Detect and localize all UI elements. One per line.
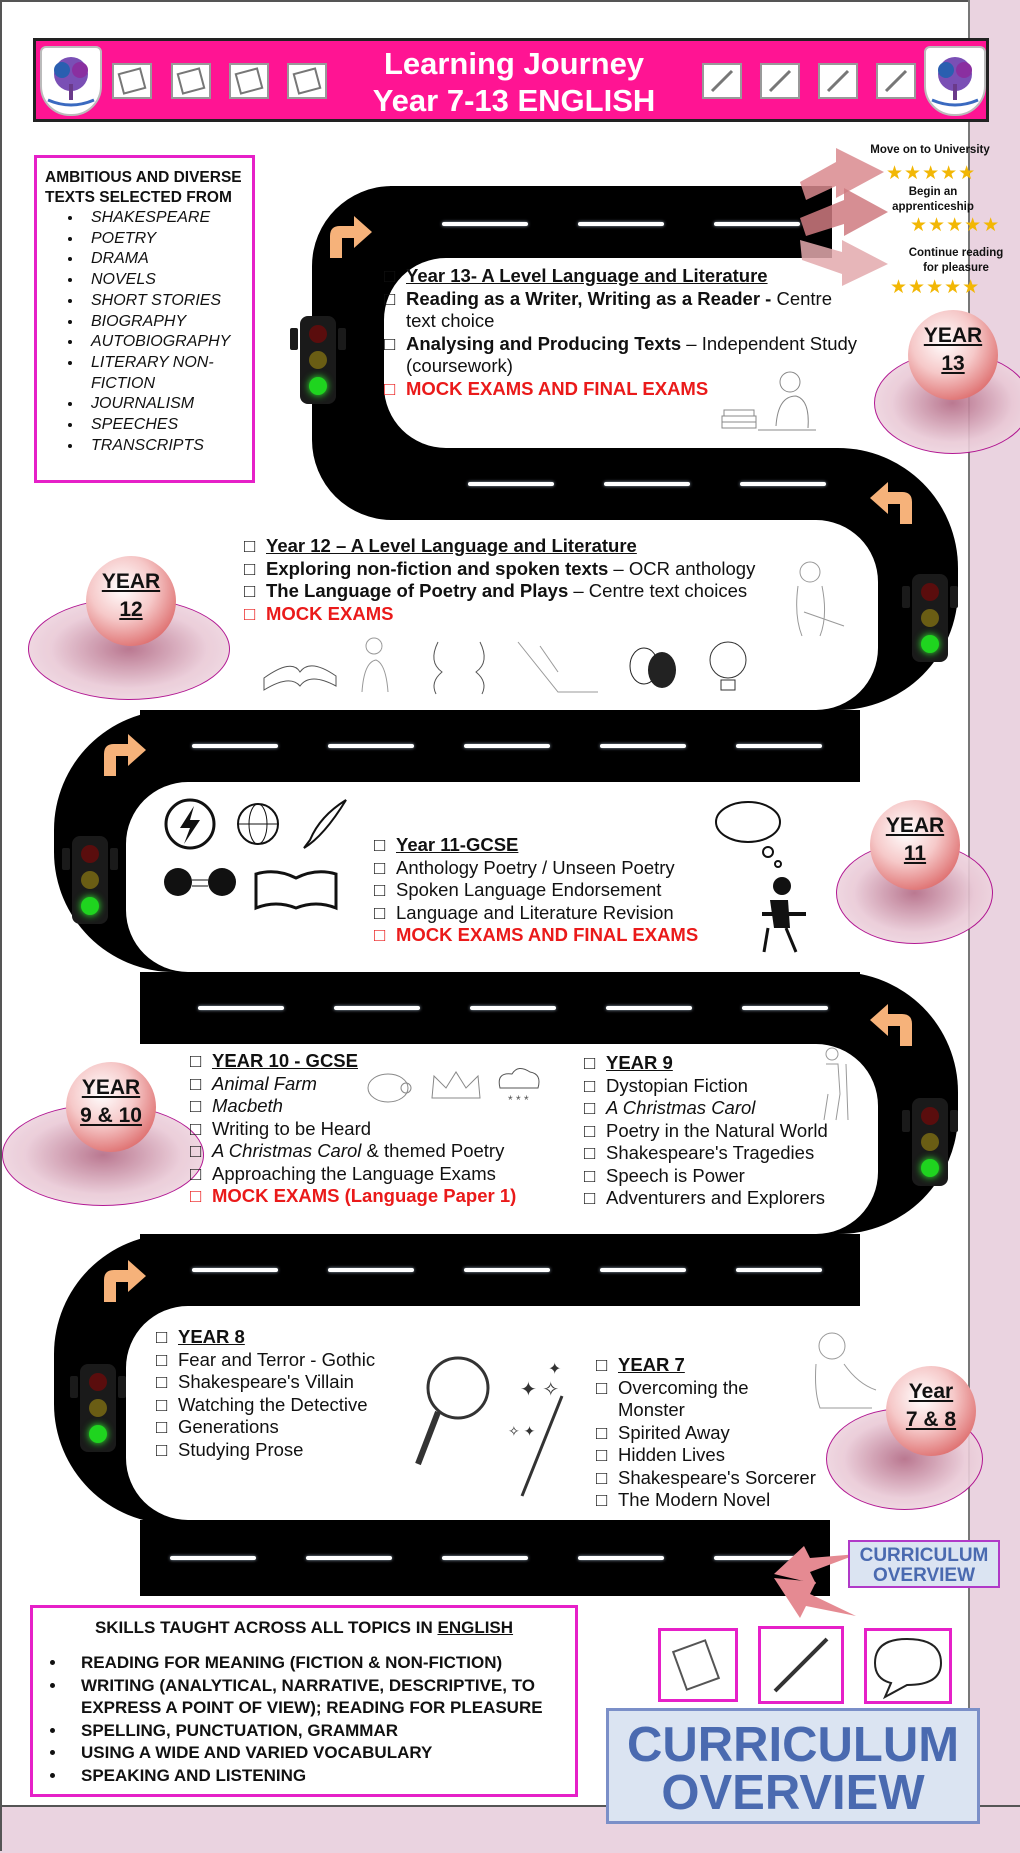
traffic-light-icon bbox=[72, 836, 108, 924]
texts-heading: AMBITIOUS AND DIVERSE TEXTS SELECTED FROM bbox=[45, 169, 242, 206]
pen-icon bbox=[818, 63, 858, 99]
list-item: • USING A WIDE AND VARIED VOCABULARY bbox=[67, 1742, 563, 1765]
texts-selection-box bbox=[34, 155, 255, 483]
list-item: Shakespeare's Sorcerer bbox=[618, 1466, 816, 1488]
speech-bubble-icon bbox=[864, 1628, 952, 1704]
year-10-heading: YEAR 10 - GCSE bbox=[212, 1050, 358, 1071]
list-item: Monster bbox=[618, 1399, 685, 1420]
turn-arrow-icon bbox=[324, 212, 376, 264]
list-item: • AUTOBIOGRAPHY bbox=[83, 332, 244, 353]
list-item: • WRITING (ANALYTICAL, NARRATIVE, DESCRIPTIVE, TO EXPRESS A POINT OF VIEW); READING FOR PLEASURE bbox=[67, 1675, 563, 1720]
list-item: Anthology Poetry / Unseen Poetry bbox=[396, 856, 675, 878]
list-item: Exploring non-fiction and spoken texts bbox=[266, 557, 609, 579]
title-line-1: Learning Journey bbox=[383, 46, 645, 81]
list-item: Macbeth bbox=[212, 1095, 283, 1116]
traffic-light-icon bbox=[80, 1364, 116, 1452]
pen-icon bbox=[758, 1626, 844, 1704]
badge-year-7-8: Year 7 & 8 bbox=[872, 1366, 987, 1481]
list-item: Speech is Power bbox=[606, 1164, 745, 1186]
rating-stars: ★★★★★ bbox=[886, 163, 977, 184]
list-item: The Language of Poetry and Plays bbox=[266, 580, 569, 601]
list-item: A Christmas Carol bbox=[606, 1097, 756, 1118]
lightning-icon bbox=[166, 800, 214, 848]
year-8-section: □ YEAR 8 □ Fear and Terror - Gothic □ Shakespeare's Villain □ Watching the Detective □ Generations □ Studying Prose bbox=[156, 1326, 376, 1460]
curriculum-arrows-icon bbox=[770, 1532, 860, 1622]
rating-stars: ★★★★★ bbox=[910, 215, 1001, 236]
list-item: Dystopian Fiction bbox=[606, 1074, 748, 1096]
skills-heading: SKILLS TAUGHT ACROSS ALL TOPICS IN ENGLISH bbox=[94, 1618, 514, 1637]
future-reading: Continue reading for pleasure bbox=[908, 247, 1004, 274]
lightbulb-icon bbox=[710, 642, 746, 690]
frame-left bbox=[0, 0, 2, 1851]
magic-wand-icon bbox=[508, 1361, 562, 1496]
list-item: • POETRY bbox=[83, 229, 244, 250]
list-item: • LITERARY NON-FICTION bbox=[83, 353, 244, 394]
globe-icon bbox=[238, 804, 278, 844]
list-item: • SHORT STORIES bbox=[83, 291, 244, 312]
explorer-icon bbox=[812, 1044, 854, 1124]
year-7-section: □ YEAR 7 □ Overcoming the Monster □ Spirited Away □ Hidden Lives □ Shakespeare's Sorcerer □ The Modern Novel bbox=[596, 1354, 896, 1512]
list-item: • SPELLING, PUNCTUATION, GRAMMAR bbox=[67, 1720, 563, 1743]
list-item: Writing to be Heard bbox=[212, 1117, 372, 1139]
list-item: • NOVELS bbox=[83, 270, 244, 291]
badge-year-11: YEAR 11 bbox=[856, 800, 971, 915]
writer-illustration-icon bbox=[784, 556, 854, 646]
list-item: • JOURNALISM bbox=[83, 394, 244, 415]
conversation-icon bbox=[164, 868, 236, 896]
list-item: text choice bbox=[406, 310, 495, 331]
list-item: Language and Literature Revision bbox=[396, 901, 674, 923]
list-item: Shakespeare's Tragedies bbox=[606, 1142, 815, 1163]
year-11-heading: Year 11-GCSE bbox=[396, 834, 519, 855]
turn-arrow-icon bbox=[866, 478, 918, 530]
year-10-icons bbox=[362, 1058, 542, 1114]
list-item: • DRAMA bbox=[83, 249, 244, 270]
header-banner bbox=[33, 38, 989, 122]
exam-note: MOCK EXAMS AND FINAL EXAMS bbox=[406, 377, 709, 399]
year-9-heading: YEAR 9 bbox=[606, 1052, 673, 1073]
turn-arrow-icon bbox=[98, 730, 150, 782]
writing-hand-icon bbox=[518, 642, 598, 692]
list-item: • BIOGRAPHY bbox=[83, 312, 244, 333]
open-book-icon bbox=[264, 666, 336, 690]
list-item: Spoken Language Endorsement bbox=[396, 879, 662, 900]
list-item: A Christmas Carol bbox=[212, 1140, 362, 1161]
snow-cloud-icon bbox=[499, 1068, 539, 1107]
svg-text:✦: ✦ bbox=[548, 1361, 562, 1378]
traffic-light-icon bbox=[300, 316, 336, 404]
list-item: Adventurers and Explorers bbox=[606, 1187, 826, 1208]
traffic-light-icon bbox=[912, 1098, 948, 1186]
svg-text:✧ ✦: ✧ ✦ bbox=[508, 1423, 536, 1439]
curriculum-overview-banner[interactable]: CURRICULUM OVERVIEW bbox=[606, 1708, 980, 1824]
pen-icon bbox=[702, 63, 742, 99]
year-10-section: □ YEAR 10 - GCSE □ Animal Farm □ Macbeth □ Writing to be Heard □ A Christmas Carol & themed Poetry □ Approaching the Language Exams □ MOCK EXAMS (Language Paper 1) bbox=[190, 1050, 517, 1206]
list-item: (coursework) bbox=[406, 355, 513, 376]
list-item: Fear and Terror - Gothic bbox=[178, 1348, 376, 1370]
list-item: Spirited Away bbox=[618, 1421, 730, 1443]
reader-illustration-icon bbox=[716, 366, 820, 442]
badge-year-12: YEAR 12 bbox=[72, 556, 187, 671]
turn-arrow-icon bbox=[866, 1000, 918, 1052]
crown-icon bbox=[432, 1072, 480, 1098]
rating-stars: ★★★★★ bbox=[890, 277, 981, 298]
list-item: • READING FOR MEANING (FICTION & NON-FICTION) bbox=[67, 1652, 563, 1675]
list-item: Poetry in the Natural World bbox=[606, 1119, 828, 1141]
school-logo-right bbox=[924, 46, 986, 116]
frame-top bbox=[0, 0, 968, 2]
quill-icon bbox=[304, 800, 346, 848]
list-item: Watching the Detective bbox=[178, 1393, 368, 1415]
list-item: • SPEECHES bbox=[83, 415, 244, 436]
year-12-heading: Year 12 – A Level Language and Literature bbox=[266, 535, 637, 556]
future-apprenticeship: Begin an apprenticeship bbox=[892, 186, 974, 213]
curriculum-overview-link[interactable]: CURRICULUM OVERVIEW bbox=[848, 1540, 1000, 1588]
list-item: Shakespeare's Villain bbox=[178, 1371, 354, 1392]
year-13-heading: Year 13- A Level Language and Literature bbox=[406, 265, 768, 286]
list-item: • TRANSCRIPTS bbox=[83, 436, 244, 457]
exam-note: MOCK EXAMS AND FINAL EXAMS bbox=[396, 924, 699, 945]
traffic-light-icon bbox=[912, 574, 948, 662]
list-item: Overcoming the bbox=[618, 1376, 749, 1398]
title-line-2: Year 7-13 ENGLISH bbox=[372, 83, 656, 118]
list-item: Analysing and Producing Texts bbox=[406, 332, 682, 354]
exam-note: MOCK EXAMS (Language Paper 1) bbox=[212, 1185, 517, 1206]
pen-icon bbox=[876, 63, 916, 99]
thinking-student-icon bbox=[712, 796, 812, 956]
svg-text:* * *: * * * bbox=[508, 1093, 529, 1107]
year-11-icons bbox=[160, 796, 360, 916]
speaker-icon bbox=[362, 638, 388, 692]
skills-box bbox=[30, 1605, 578, 1797]
year-12-section: □ Year 12 – A Level Language and Literature □ Exploring non-fiction and spoken texts – OCR anthology □ The Language of Poetry and Plays – Centre text choices □ MOCK EXAMS bbox=[244, 535, 756, 624]
year-8-heading: YEAR 8 bbox=[178, 1326, 245, 1347]
book-icon bbox=[658, 1628, 738, 1702]
studying-child-icon bbox=[800, 1328, 884, 1414]
skills-list bbox=[45, 1652, 563, 1787]
future-university: Move on to University bbox=[870, 144, 990, 156]
list-item: Reading as a Writer, Writing as a Reader - bbox=[406, 287, 772, 309]
year-7-heading: YEAR 7 bbox=[618, 1354, 685, 1375]
exam-note: MOCK EXAMS bbox=[266, 602, 394, 624]
list-item: The Modern Novel bbox=[618, 1489, 771, 1510]
list-item: Generations bbox=[178, 1416, 279, 1437]
magnifying-glass-icon bbox=[418, 1358, 488, 1464]
year-9-section: □ YEAR 9 □ Dystopian Fiction □ A Christmas Carol □ Poetry in the Natural World □ Shakespeare's Tragedies □ Speech is Power □ Adventurers and Explorers bbox=[584, 1052, 828, 1208]
turn-arrow-icon bbox=[98, 1256, 150, 1308]
year-12-icons-strip bbox=[258, 632, 758, 698]
year-8-icons bbox=[412, 1346, 592, 1506]
speaking-faces-icon bbox=[434, 642, 484, 694]
list-item: Approaching the Language Exams bbox=[212, 1162, 496, 1184]
badge-year-13: YEAR 13 bbox=[894, 310, 1009, 425]
pen-icon bbox=[760, 63, 800, 99]
svg-text:✦ ✧: ✦ ✧ bbox=[520, 1379, 560, 1401]
theatre-masks-icon bbox=[630, 648, 676, 688]
list-item: Studying Prose bbox=[178, 1438, 304, 1460]
pig-icon bbox=[368, 1074, 411, 1102]
list-item: Animal Farm bbox=[212, 1072, 317, 1094]
list-item: • SPEAKING AND LISTENING bbox=[67, 1765, 563, 1788]
year-11-section: □ Year 11-GCSE □ Anthology Poetry / Unseen Poetry □ Spoken Language Endorsement □ Language and Literature Revision □ MOCK EXAMS AND FINAL EXAMS bbox=[374, 834, 699, 945]
year-13-section: □ Year 13- A Level Language and Literature □ Reading as a Writer, Writing as a Reader - Centre text choice □ Analysing and Producing Texts – Independent Study (coursework) □ MOCK EXAMS AND FINAL EXAMS bbox=[384, 265, 884, 400]
open-book-icon bbox=[256, 872, 336, 908]
texts-list bbox=[45, 208, 244, 456]
badge-year-9-10: YEAR 9 & 10 bbox=[52, 1062, 167, 1177]
list-item: Hidden Lives bbox=[618, 1444, 725, 1465]
list-item: • SHAKESPEARE bbox=[83, 208, 244, 229]
